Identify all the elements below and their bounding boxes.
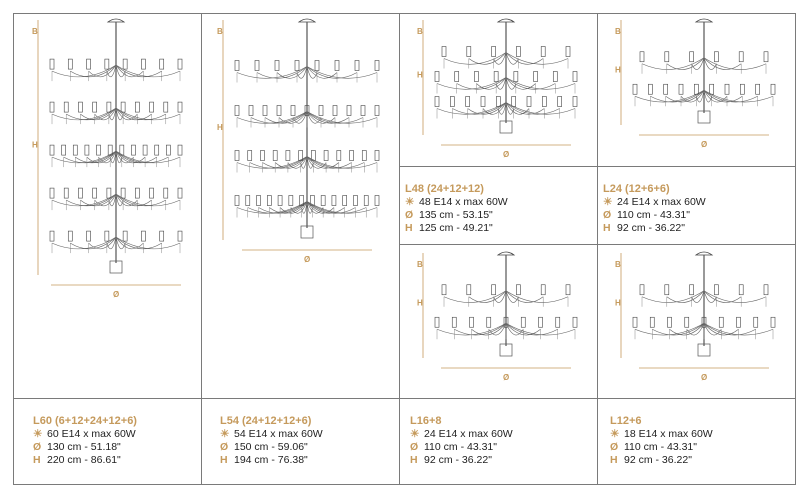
candle xyxy=(178,145,182,155)
candle xyxy=(364,196,368,206)
spec-l12 xyxy=(610,415,713,467)
candle xyxy=(131,145,135,155)
candle xyxy=(516,47,520,57)
b-label: B xyxy=(615,27,621,36)
candle xyxy=(150,188,154,198)
candle xyxy=(50,231,54,241)
candle xyxy=(553,72,557,82)
candle xyxy=(665,285,669,295)
candle xyxy=(442,47,446,57)
candle xyxy=(740,84,744,94)
candle xyxy=(295,61,299,71)
canopy xyxy=(696,19,712,22)
candle xyxy=(78,102,82,112)
candle xyxy=(248,151,252,161)
candle xyxy=(135,102,139,112)
candle xyxy=(541,285,545,295)
candle xyxy=(87,59,91,69)
divider xyxy=(399,13,400,485)
canopy xyxy=(108,19,124,22)
b-label: B xyxy=(32,27,38,36)
canopy xyxy=(696,252,712,255)
candle xyxy=(362,151,366,161)
candle xyxy=(333,106,337,116)
diameter-label: Ø xyxy=(503,150,510,159)
candle xyxy=(62,145,66,155)
candle xyxy=(492,285,496,295)
chandelier-arm xyxy=(704,58,741,70)
candle xyxy=(771,84,775,94)
chandelier-arm xyxy=(506,53,543,65)
height-icon: H xyxy=(220,454,228,466)
diameter-icon: Ø xyxy=(33,441,42,453)
chandelier-arm xyxy=(469,291,506,303)
model-title: L54 (24+12+12+6) xyxy=(220,415,312,427)
candle xyxy=(355,61,359,71)
chandelier-drawing-l54 xyxy=(205,15,397,270)
model-title: L48 (24+12+12) xyxy=(405,183,484,195)
candle xyxy=(123,231,127,241)
candle xyxy=(275,61,279,71)
candle xyxy=(263,106,267,116)
height-icon: H xyxy=(610,454,618,466)
candle xyxy=(105,231,109,241)
candle xyxy=(375,106,379,116)
bulb-icon: ☀ xyxy=(405,196,415,208)
diameter-icon: Ø xyxy=(610,441,619,453)
chandelier-arm xyxy=(704,291,741,303)
diameter-value: 110 cm - 43.31" xyxy=(624,441,697,453)
candle xyxy=(435,317,439,327)
candle xyxy=(260,151,264,161)
diameter-value: 110 cm - 43.31" xyxy=(424,441,497,453)
candle xyxy=(542,97,546,107)
height-value: 92 cm - 36.22" xyxy=(617,222,685,234)
candle xyxy=(121,188,125,198)
candle xyxy=(648,84,652,94)
candle xyxy=(566,47,570,57)
bulb-icon: ☀ xyxy=(220,428,230,440)
height-value: 92 cm - 36.22" xyxy=(424,454,492,466)
chandelier-arm xyxy=(52,194,116,206)
candle xyxy=(527,97,531,107)
candle xyxy=(160,231,164,241)
candle xyxy=(150,102,154,112)
diameter-icon: Ø xyxy=(603,209,612,221)
candle xyxy=(166,145,170,155)
diameter-label: Ø xyxy=(304,255,311,264)
candle xyxy=(375,61,379,71)
candle xyxy=(494,72,498,82)
candle xyxy=(143,145,147,155)
canopy xyxy=(498,19,514,22)
candle xyxy=(467,47,471,57)
bulb-icon: ☀ xyxy=(410,428,420,440)
candle xyxy=(73,145,77,155)
spec-l16 xyxy=(410,415,513,467)
candle xyxy=(235,151,239,161)
height-icon: H xyxy=(410,454,418,466)
candle xyxy=(255,61,259,71)
model-title: L24 (12+6+6) xyxy=(603,183,670,195)
candle xyxy=(496,97,500,107)
candle xyxy=(467,285,471,295)
candle xyxy=(764,285,768,295)
candle xyxy=(492,47,496,57)
candle xyxy=(178,231,182,241)
candle xyxy=(141,231,145,241)
candle xyxy=(315,61,319,71)
divider xyxy=(399,398,796,399)
diameter-icon: Ø xyxy=(220,441,229,453)
lamps-value: 60 E14 x max 60W xyxy=(47,428,136,440)
b-label: B xyxy=(417,260,423,269)
chandelier-drawing-l48 xyxy=(405,15,595,165)
candle xyxy=(286,151,290,161)
candle xyxy=(319,106,323,116)
chandelier-arm xyxy=(437,103,506,115)
diameter-label: Ø xyxy=(503,373,510,382)
candle xyxy=(573,317,577,327)
candle xyxy=(771,317,775,327)
h-label: H xyxy=(217,123,223,132)
candle xyxy=(435,72,439,82)
candle xyxy=(487,317,491,327)
chandelier-arm xyxy=(506,103,575,115)
diameter-value: 135 cm - 53.15" xyxy=(419,209,493,221)
b-label: B xyxy=(417,27,423,36)
chandelier-arm xyxy=(635,90,704,102)
candle xyxy=(278,196,282,206)
candle xyxy=(164,188,168,198)
diameter-icon: Ø xyxy=(405,209,414,221)
lamps-value: 54 E14 x max 60W xyxy=(234,428,323,440)
candle xyxy=(566,285,570,295)
candle xyxy=(105,59,109,69)
divider xyxy=(201,13,202,485)
candle xyxy=(353,196,357,206)
candle xyxy=(455,72,459,82)
candle xyxy=(764,52,768,62)
candle xyxy=(665,52,669,62)
chandelier-arm xyxy=(52,108,116,120)
candle xyxy=(160,59,164,69)
candle xyxy=(123,59,127,69)
candle xyxy=(539,317,543,327)
candle xyxy=(64,188,68,198)
candle xyxy=(249,106,253,116)
b-label: B xyxy=(615,260,621,269)
candle xyxy=(277,106,281,116)
candle xyxy=(668,317,672,327)
candle xyxy=(556,317,560,327)
candle xyxy=(68,59,72,69)
candle xyxy=(474,72,478,82)
candle xyxy=(68,231,72,241)
candle xyxy=(347,106,351,116)
diameter-label: Ø xyxy=(113,290,120,299)
candle xyxy=(93,188,97,198)
candle xyxy=(235,106,239,116)
height-value: 194 cm - 76.38" xyxy=(234,454,308,466)
candle xyxy=(725,84,729,94)
divider xyxy=(597,13,598,485)
candle xyxy=(756,84,760,94)
h-label: H xyxy=(417,298,423,308)
candle xyxy=(50,145,54,155)
candle xyxy=(50,59,54,69)
model-title: L60 (6+12+24+12+6) xyxy=(33,415,137,427)
chandelier-drawing-l12 xyxy=(603,248,793,388)
candle xyxy=(291,106,295,116)
candle xyxy=(737,317,741,327)
candle xyxy=(514,72,518,82)
candle xyxy=(235,196,239,206)
candle xyxy=(466,97,470,107)
candle xyxy=(93,102,97,112)
candle xyxy=(739,285,743,295)
candle xyxy=(714,52,718,62)
candle xyxy=(135,188,139,198)
h-label: H xyxy=(615,65,621,75)
candle xyxy=(50,188,54,198)
spec-l60 xyxy=(33,415,137,467)
candle xyxy=(107,188,111,198)
candle xyxy=(694,84,698,94)
divider xyxy=(399,166,796,167)
chandelier-arm xyxy=(506,291,543,303)
model-title: L12+6 xyxy=(610,415,642,427)
candle xyxy=(633,84,637,94)
candle xyxy=(516,285,520,295)
candle xyxy=(633,317,637,327)
candle xyxy=(107,102,111,112)
candle xyxy=(573,72,577,82)
candle xyxy=(273,151,277,161)
candle xyxy=(321,196,325,206)
divider xyxy=(13,398,402,399)
candle xyxy=(246,196,250,206)
chandelier-arm xyxy=(667,58,704,70)
diameter-value: 150 cm - 59.06" xyxy=(234,441,308,453)
chandelier-arm xyxy=(116,194,180,206)
candle xyxy=(267,196,271,206)
height-icon: H xyxy=(33,454,41,466)
spec-l24 xyxy=(603,183,706,235)
candle xyxy=(541,47,545,57)
candle xyxy=(178,59,182,69)
candle xyxy=(754,317,758,327)
candle xyxy=(289,196,293,206)
candle xyxy=(664,84,668,94)
height-icon: H xyxy=(405,222,413,234)
h-label: H xyxy=(32,140,38,150)
candle xyxy=(78,188,82,198)
candle xyxy=(141,59,145,69)
candle xyxy=(121,102,125,112)
candle xyxy=(640,52,644,62)
candle xyxy=(679,84,683,94)
b-label: B xyxy=(217,27,223,36)
candle xyxy=(450,97,454,107)
chandelier-drawing-l16 xyxy=(405,248,595,388)
chandelier-arm xyxy=(667,291,704,303)
candle xyxy=(361,106,365,116)
candle xyxy=(332,196,336,206)
candle xyxy=(739,52,743,62)
candle xyxy=(558,97,562,107)
candle xyxy=(375,151,379,161)
candle xyxy=(521,317,525,327)
candle xyxy=(435,97,439,107)
lamps-value: 24 E14 x max 60W xyxy=(424,428,513,440)
candle xyxy=(97,145,101,155)
candle xyxy=(235,61,239,71)
candle xyxy=(640,285,644,295)
candle xyxy=(178,102,182,112)
candle xyxy=(442,285,446,295)
diameter-value: 110 cm - 43.31" xyxy=(617,209,690,221)
chandelier-drawing-l60 xyxy=(20,15,200,305)
divider xyxy=(399,244,796,245)
candle xyxy=(324,151,328,161)
candle xyxy=(350,151,354,161)
canopy xyxy=(299,19,315,22)
candle xyxy=(690,285,694,295)
candle xyxy=(481,97,485,107)
candle xyxy=(534,72,538,82)
diameter-label: Ø xyxy=(701,373,708,382)
bulb-icon: ☀ xyxy=(603,196,613,208)
spec-l54 xyxy=(220,415,323,467)
candle xyxy=(452,317,456,327)
candle xyxy=(178,188,182,198)
lamps-value: 18 E14 x max 60W xyxy=(624,428,713,440)
height-value: 92 cm - 36.22" xyxy=(624,454,692,466)
candle xyxy=(512,97,516,107)
candle xyxy=(690,52,694,62)
candle xyxy=(50,102,54,112)
chandelier-arm xyxy=(116,108,180,120)
candle xyxy=(343,196,347,206)
candle xyxy=(573,97,577,107)
candle xyxy=(375,196,379,206)
candle xyxy=(335,61,339,71)
height-value: 125 cm - 49.21" xyxy=(419,222,493,234)
candle xyxy=(87,231,91,241)
lamps-value: 48 E14 x max 60W xyxy=(419,196,508,208)
spec-l48 xyxy=(405,183,508,235)
chandelier-arm xyxy=(704,90,773,102)
candle xyxy=(470,317,474,327)
height-value: 220 cm - 86.61" xyxy=(47,454,121,466)
chandelier-drawing-l24 xyxy=(603,15,793,155)
candle xyxy=(719,317,723,327)
candle xyxy=(337,151,341,161)
bulb-icon: ☀ xyxy=(610,428,620,440)
candle xyxy=(85,145,89,155)
model-title: L16+8 xyxy=(410,415,442,427)
diameter-value: 130 cm - 51.18" xyxy=(47,441,121,453)
h-label: H xyxy=(615,298,621,308)
lamps-value: 24 E14 x max 60W xyxy=(617,196,706,208)
candle xyxy=(155,145,159,155)
diameter-label: Ø xyxy=(701,140,708,149)
candle xyxy=(164,102,168,112)
height-icon: H xyxy=(603,222,611,234)
candle xyxy=(710,84,714,94)
h-label: H xyxy=(417,70,423,80)
canopy xyxy=(498,252,514,255)
candle xyxy=(714,285,718,295)
candle xyxy=(650,317,654,327)
chandelier-arm xyxy=(469,53,506,65)
bulb-icon: ☀ xyxy=(33,428,43,440)
candle xyxy=(64,102,68,112)
candle xyxy=(257,196,261,206)
diameter-icon: Ø xyxy=(410,441,419,453)
candle xyxy=(685,317,689,327)
